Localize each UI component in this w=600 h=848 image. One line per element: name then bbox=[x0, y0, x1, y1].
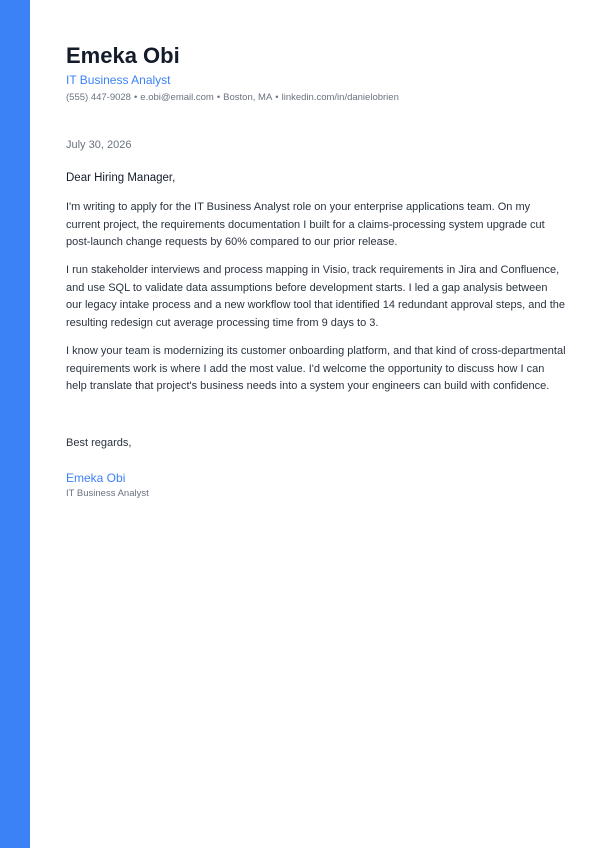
signature-title: IT Business Analyst bbox=[66, 488, 149, 499]
contact-separator: • bbox=[133, 92, 138, 103]
salutation: Dear Hiring Manager, bbox=[66, 172, 176, 184]
contact-email: e.obi@email.com bbox=[140, 92, 214, 103]
contact-linkedin: linkedin.com/in/danielobrien bbox=[281, 92, 399, 103]
accent-sidebar-bar bbox=[0, 0, 30, 848]
closing: Best regards, bbox=[66, 437, 132, 449]
contact-separator: • bbox=[275, 92, 279, 103]
letter-date: July 30, 2026 bbox=[66, 139, 132, 151]
applicant-title: IT Business Analyst bbox=[66, 73, 171, 87]
body-paragraph-1: I'm writing to apply for the IT Business Analyst role on your enterprise applications team. On my current project, the requirements documentation I built for a claims-processing system upgrade cut post-launch change requests by 60% compared to our prior release. bbox=[66, 201, 545, 248]
applicant-name: Emeka Obi bbox=[66, 43, 180, 68]
body-paragraph-2: I run stakeholder interviews and process mapping in Visio, track requirements in Jira and Confluence, and use SQL to validate data assumptions before development starts. I led a gap analysis between our legacy intake process and a new workflow tool that identified 14 redundant approval steps, and the resulting redesign cut average processing time from 9 days to 3. bbox=[66, 264, 565, 329]
contact-separator: • bbox=[216, 92, 221, 103]
contact-location: Boston, MA bbox=[223, 92, 273, 103]
contact-phone: (555) 447-9028 bbox=[66, 92, 131, 103]
signature-name: Emeka Obi bbox=[66, 471, 126, 485]
body-paragraph-3: I know your team is modernizing its customer onboarding platform, and that kind of cross-departmental requirements work is where I add the most value. I'd welcome the opportunity to discuss how I can help translate that project's business needs into a system your engineers can build with confidence. bbox=[66, 345, 566, 392]
contact-line bbox=[66, 92, 399, 103]
